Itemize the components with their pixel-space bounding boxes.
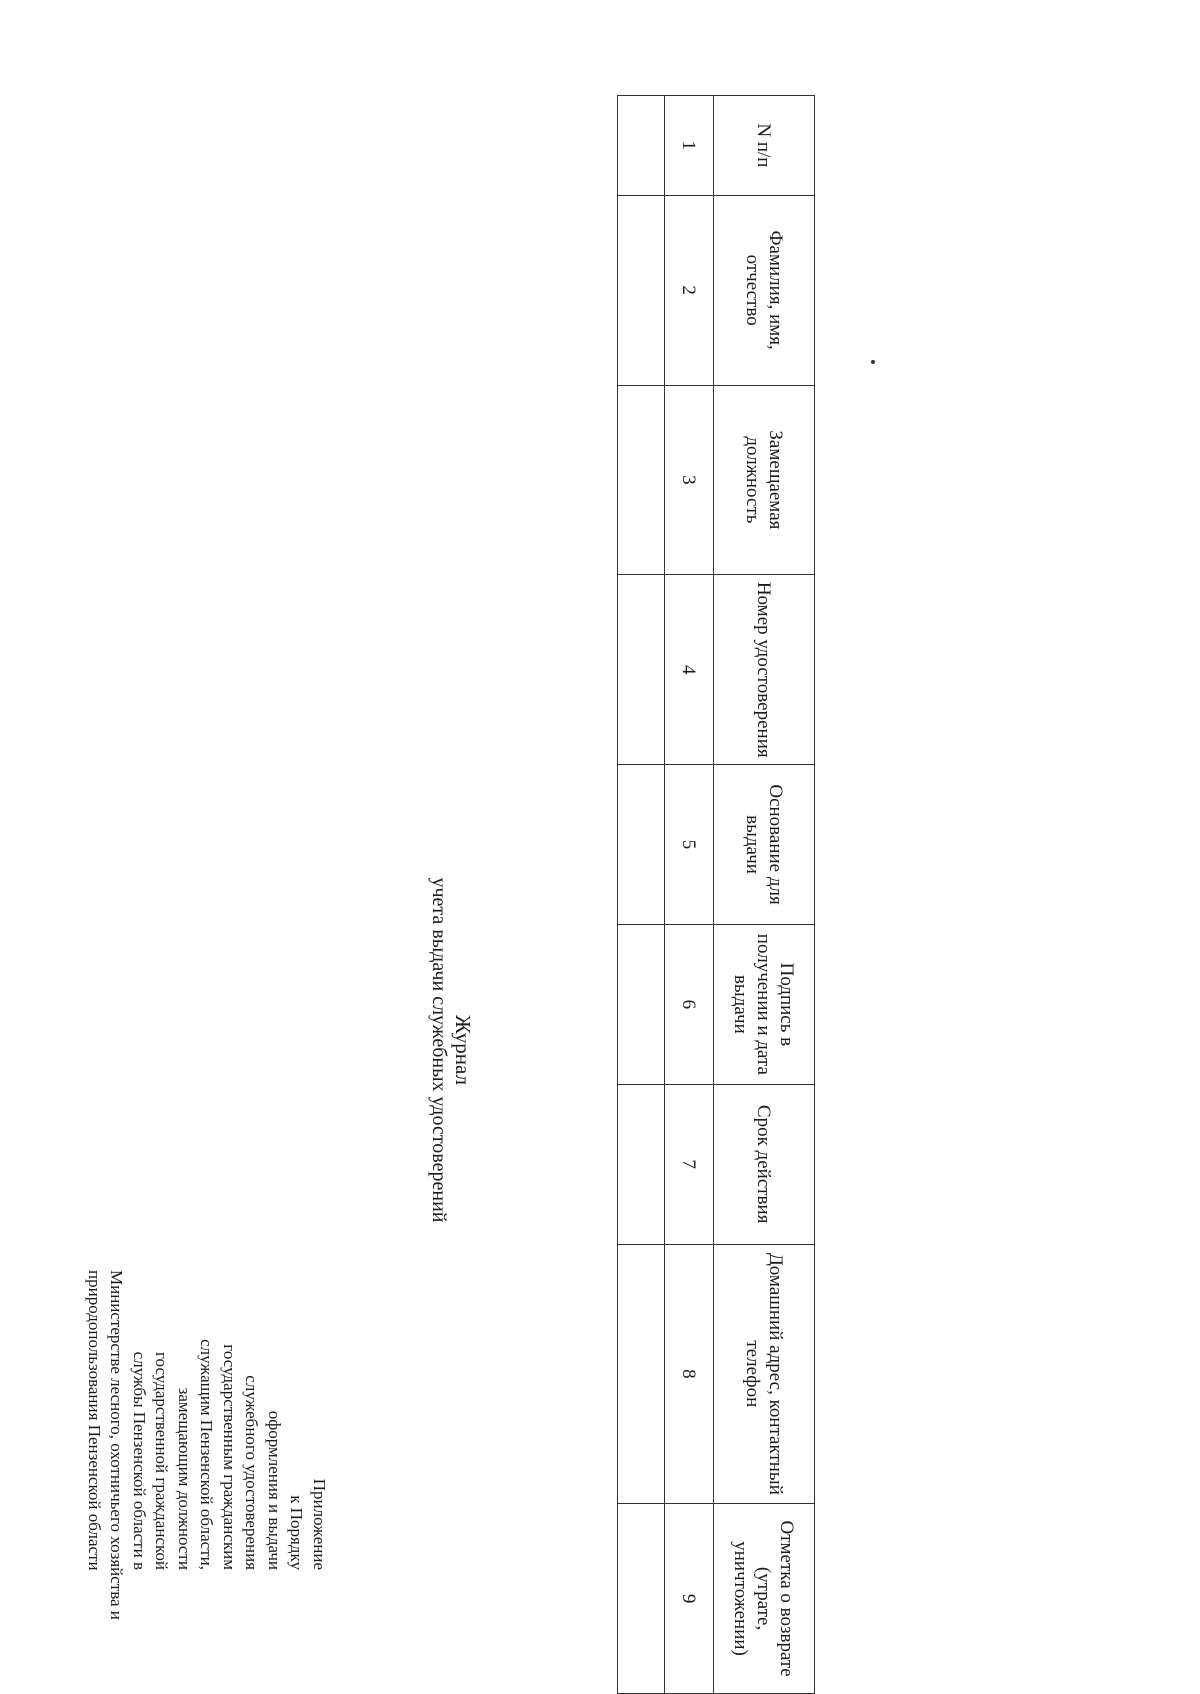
appendix-line: Министерстве лесного, охотничьего хозяйства и (107, 1270, 127, 1620)
column-number: 5 (665, 765, 714, 925)
column-number: 6 (665, 924, 714, 1084)
empty-cell (618, 195, 665, 385)
appendix-line: природопользования Пензенской области (85, 1270, 104, 1571)
appendix-line: Приложение (310, 1478, 329, 1570)
empty-entry-row (618, 96, 665, 1694)
column-number: 2 (665, 195, 714, 385)
appendix-line: замещающим должности (175, 1387, 194, 1570)
column-number: 4 (665, 575, 714, 765)
header-cell: Фамилия, имя, отчество (714, 195, 815, 385)
empty-cell (618, 1504, 665, 1694)
empty-cell (618, 924, 665, 1084)
appendix-line: государственной гражданской (152, 1351, 172, 1570)
empty-cell (618, 1244, 665, 1504)
header-cell: Срок действия (714, 1084, 815, 1244)
header-cell: Отметка о возврате (утрате, уничтожении) (714, 1504, 815, 1694)
scan-speck (871, 360, 875, 364)
header-cell: Подпись в получении и дата выдачи (714, 924, 815, 1084)
appendix-note (83, 1270, 331, 1620)
column-number: 9 (665, 1504, 714, 1694)
empty-cell (618, 765, 665, 925)
empty-cell (618, 96, 665, 196)
header-cell: N п/п (714, 96, 815, 196)
appendix-line: к Порядку (287, 1495, 307, 1570)
table-header-row (714, 96, 815, 1694)
empty-cell (618, 385, 665, 575)
appendix-line: служащим Пензенской области, (197, 1339, 217, 1570)
column-number: 3 (665, 385, 714, 575)
empty-cell (618, 1084, 665, 1244)
empty-cell (618, 575, 665, 765)
column-number-row (665, 96, 714, 1694)
appendix-line: государственным гражданским (220, 1344, 239, 1570)
column-number: 1 (665, 96, 714, 196)
appendix-line: службы Пензенской области в (130, 1351, 149, 1570)
header-cell: Основание для выдачи (714, 765, 815, 925)
appendix-line: служебного удостоверения (242, 1375, 262, 1570)
header-cell: Домашний адрес, контактный телефон (714, 1244, 815, 1504)
journal-table (617, 95, 815, 1694)
appendix-line: оформления и выдачи (265, 1410, 284, 1570)
header-cell: Замещаемая должность (714, 385, 815, 575)
header-cell: Номер удостоверения (714, 575, 815, 765)
title-line-1: Журнал (451, 1014, 475, 1085)
column-number: 8 (665, 1244, 714, 1504)
column-number: 7 (665, 1084, 714, 1244)
document-title (427, 600, 475, 1500)
title-line-2: учета выдачи служебных удостоверений (428, 877, 450, 1223)
